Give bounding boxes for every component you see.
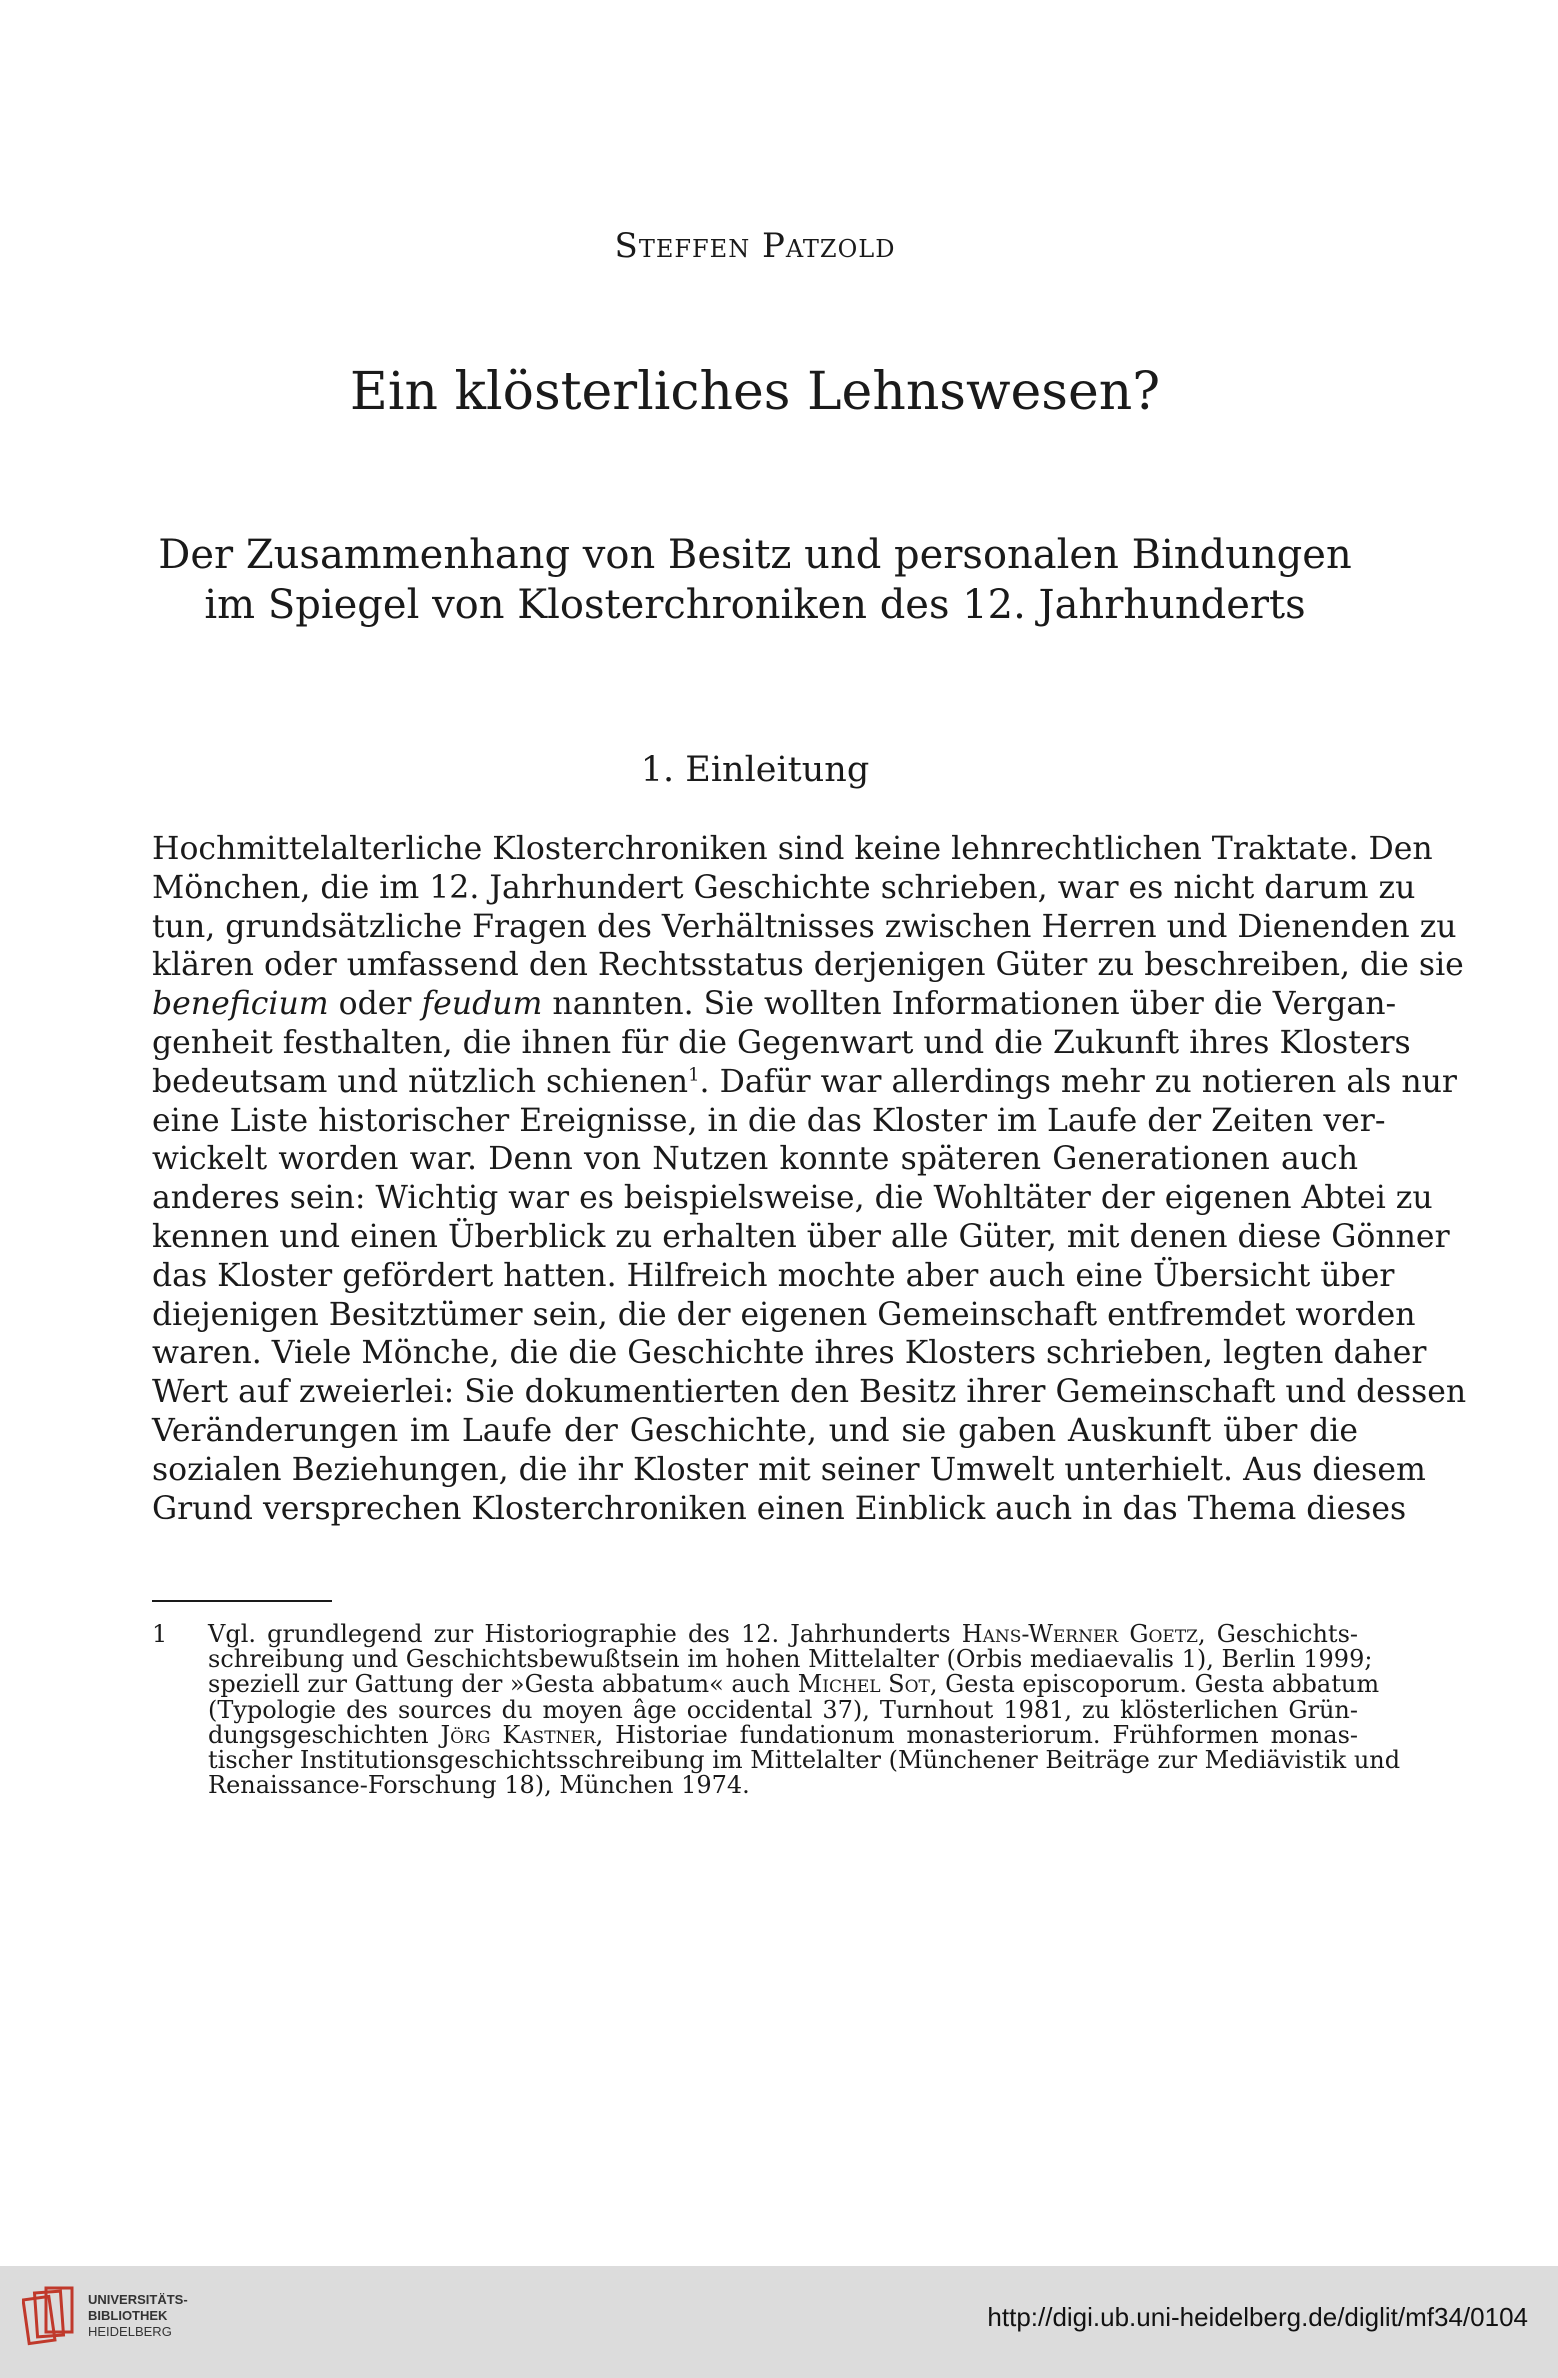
cited-author: Hans-Werner Goetz	[961, 1620, 1198, 1648]
article-title: Ein klösterliches Lehnswesen?	[349, 362, 1161, 422]
logo-line: HEIDELBERG	[88, 2324, 172, 2339]
footnote-reference[interactable]: 1	[688, 1064, 700, 1086]
body-line: wickelt worden war. Denn von Nutzen konnte späteren Generationen auch	[152, 1141, 1358, 1178]
body-text: . Dafür war allerdings mehr zu notieren als nur	[699, 1063, 1457, 1100]
footnote-line: (Typologie des sources du moyen âge occidental 37), Turnhout 1981, zu klösterlichen Grün-	[208, 1695, 1358, 1724]
footnote-segment: speziell zur Gattung der »Gesta abbatum« auch	[208, 1670, 798, 1699]
footnote	[152, 1620, 1401, 1800]
body-line: Grund versprechen Klosterchroniken einen Einblick auch in das Thema dieses	[152, 1490, 1407, 1527]
footnote-segment: , Geschichts-	[1197, 1620, 1358, 1648]
footnote-line	[208, 1720, 1359, 1749]
body-line: eine Liste historischer Ereignisse, in die das Kloster im Laufe der Zeiten ver-	[152, 1102, 1386, 1139]
permalink-url[interactable]: http://digi.ub.uni-heidelberg.de/diglit/mf34/0104	[987, 2302, 1528, 2332]
article-subtitle	[0, 530, 1510, 630]
footnote-text	[208, 1620, 1401, 1800]
body-text: bedeutsam und nützlich schienen	[152, 1063, 689, 1100]
digitization-footer	[0, 2266, 1558, 2378]
footnote-line	[208, 1670, 1380, 1699]
footnote-line	[208, 1622, 1358, 1647]
body-line: klären oder umfassend den Rechtsstatus derjenigen Güter zu beschreiben, die sie	[152, 947, 1464, 984]
library-logo[interactable]	[22, 2280, 212, 2352]
body-line: sozialen Beziehungen, die ihr Kloster mit seiner Umwelt unterhielt. Aus diesem	[152, 1451, 1426, 1488]
body-text: nannten. Sie wollten Informationen über die Vergan-	[542, 986, 1397, 1023]
author-name: Steffen Patzold	[614, 226, 896, 266]
footnote-number: 1	[152, 1620, 168, 1648]
body-line: kennen und einen Überblick zu erhalten über alle Güter, mit denen diese Gönner	[152, 1218, 1450, 1255]
library-logo-icon	[22, 2284, 78, 2348]
subtitle-line: im Spiegel von Klosterchroniken des 12. Jahrhunderts	[204, 582, 1306, 628]
library-logo-text	[88, 2292, 188, 2340]
footnote-line: schreibung und Geschichtsbewußtsein im hohen Mittelalter (Orbis mediaevalis 1), Berlin 1999;	[208, 1645, 1373, 1674]
body-line: waren. Viele Mönche, die die Geschichte ihres Klosters schrieben, legten daher	[152, 1335, 1427, 1372]
footnote-segment: Vgl. grundlegend zur Historiographie des 12. Jahrhunderts	[208, 1620, 962, 1648]
footnote-segment: dungsgeschichten	[208, 1720, 441, 1749]
footnote-line: tischer Institutionsgeschichtsschreibung im Mittelalter (Münchener Beiträge zur Mediävistik und	[208, 1746, 1401, 1775]
subtitle-line: Der Zusammenhang von Besitz und personalen Bindungen	[158, 532, 1352, 578]
section-heading: 1. Einleitung	[640, 750, 870, 790]
body-line: Veränderungen im Laufe der Geschichte, und sie gaben Auskunft über die	[152, 1412, 1358, 1449]
footnote-divider	[152, 1600, 332, 1602]
italic-term: feudum	[421, 986, 543, 1023]
cited-author: Jörg Kastner	[440, 1720, 596, 1749]
body-line: genheit festhalten, die ihnen für die Gegenwart und die Zukunft ihres Klosters	[152, 1024, 1411, 1061]
footnote-segment: , Historiae fundationum monasteriorum. Frühformen monas-	[595, 1720, 1359, 1749]
body-line	[152, 1063, 1457, 1102]
italic-term: beneficium	[152, 986, 329, 1023]
body-paragraph	[152, 830, 1467, 1528]
body-line: Wert auf zweierlei: Sie dokumentierten den Besitz ihrer Gemeinschaft und dessen	[152, 1374, 1467, 1411]
body-line: diejenigen Besitztümer sein, die der eigenen Gemeinschaft entfremdet worden	[152, 1296, 1416, 1333]
footnote-segment: , Gesta episcoporum. Gesta abbatum	[929, 1670, 1380, 1699]
body-line: tun, grundsätzliche Fragen des Verhältnisses zwischen Herren und Dienenden zu	[152, 908, 1457, 945]
body-line	[152, 985, 1397, 1024]
body-line: Hochmittelalterliche Klosterchroniken sind keine lehnrechtlichen Traktate. Den	[152, 831, 1433, 867]
logo-line: UNIVERSITÄTS-	[88, 2292, 188, 2307]
logo-line: BIBLIOTHEK	[88, 2308, 168, 2323]
body-line: anderes sein: Wichtig war es beispielsweise, die Wohltäter der eigenen Abtei zu	[152, 1180, 1433, 1217]
footnote-line: Renaissance-Forschung 18), München 1974.	[208, 1771, 750, 1800]
cited-author: Michel Sot	[797, 1670, 930, 1699]
body-line: Mönchen, die im 12. Jahrhundert Geschichte schrieben, war es nicht darum zu	[152, 869, 1416, 906]
body-line: das Kloster gefördert hatten. Hilfreich mochte aber auch eine Übersicht über	[152, 1257, 1395, 1294]
body-text: oder	[328, 986, 422, 1023]
